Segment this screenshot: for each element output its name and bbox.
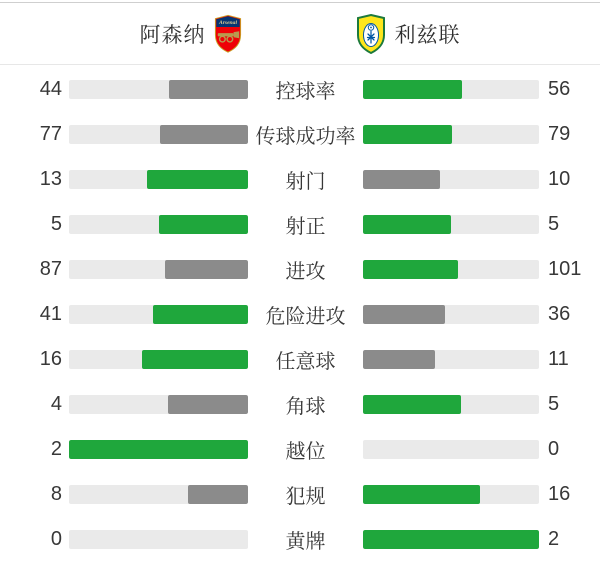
away-value: 79 [548,123,571,145]
home-team-name: 阿森纳 [139,23,206,47]
away-value: 56 [548,78,571,100]
away-value: 101 [548,258,582,280]
away-bar-fill [363,395,461,414]
away-bar-fill [363,80,462,99]
away-bar-track [363,440,539,459]
stat-label: 进攻 [285,261,326,283]
home-bar-track [69,80,248,99]
stat-label: 角球 [285,396,326,418]
home-bar-fill [188,485,248,504]
stat-row [0,517,600,562]
away-bar-track [363,215,539,234]
home-bar-track [69,530,248,549]
home-value: 87 [39,258,62,280]
home-bar-track [69,260,248,279]
away-value: 0 [548,438,560,460]
home-bar-track [69,395,248,414]
home-value: 5 [50,213,62,235]
away-bar-fill [363,170,440,189]
home-value: 16 [39,348,62,370]
away-value: 16 [548,483,571,505]
home-value: 41 [39,303,62,325]
home-value: 8 [50,483,62,505]
home-bar-fill [142,350,248,369]
home-value: 4 [50,393,62,415]
away-bar-fill [363,125,452,144]
leeds-crest-icon [356,14,386,54]
home-bar-fill [169,80,248,99]
stat-label: 黄牌 [285,531,326,553]
stats-list [0,65,600,562]
stat-label: 任意球 [275,351,336,373]
stat-row [0,157,600,202]
home-bar-track [69,215,248,234]
stat-row [0,202,600,247]
away-bar-track [363,80,539,99]
away-value: 2 [548,528,560,550]
away-bar-fill [363,530,539,549]
away-bar-track [363,170,539,189]
away-bar-track [363,485,539,504]
away-bar-fill [363,485,480,504]
home-team-header[interactable] [140,14,242,54]
home-value: 77 [39,123,62,145]
stat-label: 越位 [285,441,326,463]
stat-row [0,292,600,337]
stat-label: 犯规 [285,486,326,508]
away-value: 5 [548,393,560,415]
stat-row [0,247,600,292]
away-value: 11 [548,348,569,370]
away-value: 10 [548,168,571,190]
stat-row [0,472,600,517]
home-bar-track [69,440,248,459]
stat-row [0,382,600,427]
match-stats-panel [0,2,600,566]
home-value: 0 [50,528,62,550]
svg-text:Arsenal: Arsenal [218,19,237,26]
home-bar-fill [69,440,248,459]
away-bar-track [363,530,539,549]
home-bar-fill [168,395,248,414]
stat-row [0,67,600,112]
home-bar-track [69,305,248,324]
match-header [0,3,600,65]
away-bar-fill [363,215,451,234]
stat-label: 传球成功率 [255,126,356,148]
stat-label: 射正 [285,216,326,238]
home-bar-fill [153,305,248,324]
home-bar-track [69,125,248,144]
stat-label: 射门 [285,171,326,193]
away-bar-fill [363,305,445,324]
away-bar-track [363,350,539,369]
home-bar-fill [160,125,248,144]
stat-row [0,112,600,157]
home-bar-fill [147,170,248,189]
away-value: 36 [548,303,571,325]
stat-row [0,427,600,472]
away-team-name: 利兹联 [394,23,461,47]
home-value: 13 [39,168,62,190]
away-value: 5 [548,213,560,235]
away-bar-fill [363,260,458,279]
home-value: 44 [39,78,62,100]
home-bar-track [69,485,248,504]
away-bar-fill [363,350,435,369]
home-value: 2 [50,438,62,460]
away-bar-track [363,260,539,279]
home-bar-track [69,170,248,189]
away-bar-track [363,395,539,414]
stat-label: 控球率 [275,81,336,103]
arsenal-crest-icon [214,14,242,54]
away-bar-track [363,305,539,324]
away-bar-track [363,125,539,144]
stat-label: 危险进攻 [265,306,346,328]
home-bar-track [69,350,248,369]
home-bar-fill [159,215,249,234]
home-bar-fill [165,260,248,279]
away-team-header[interactable] [356,14,461,54]
stat-row [0,337,600,382]
